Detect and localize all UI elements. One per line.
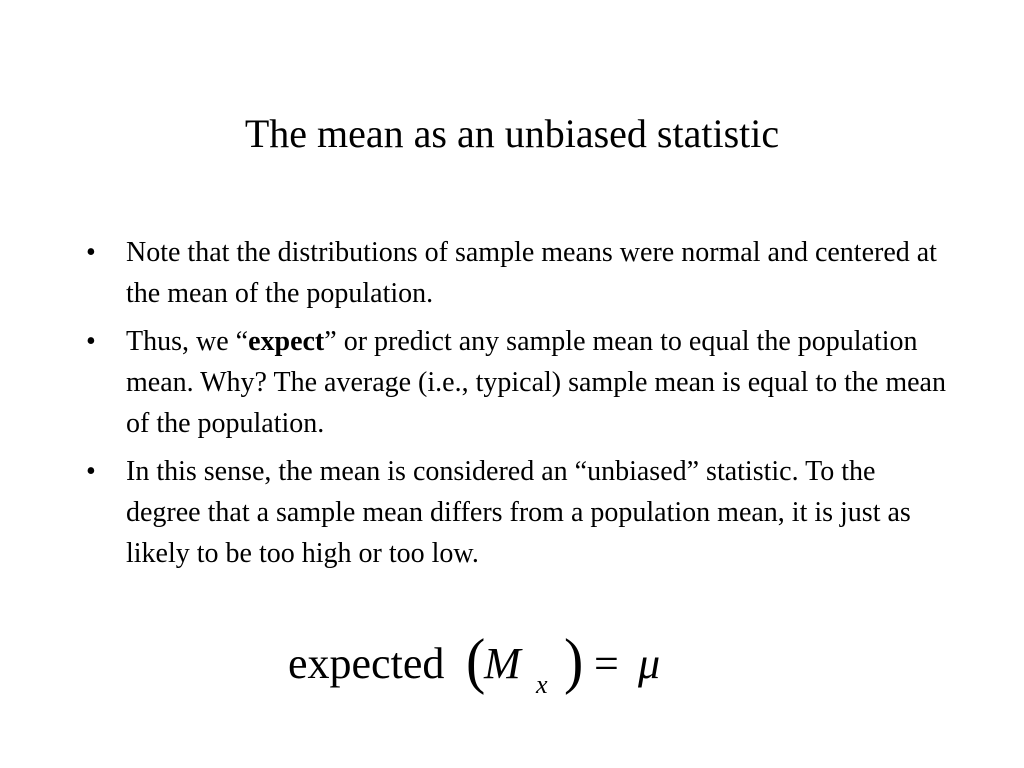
equation-word: expected <box>288 639 445 688</box>
equation-mu: μ <box>638 639 661 688</box>
bullet-text-before: Thus, we “ <box>126 326 249 357</box>
bullet-item-unbiased <box>84 451 954 574</box>
bullet-marker: • <box>86 456 96 487</box>
bullet-item-expect <box>84 321 954 444</box>
bullet-marker: • <box>86 326 96 357</box>
equation-variable: M <box>484 639 521 688</box>
bullet-text: Note that the distributions of sample means were normal and centered at the mean of the population. <box>126 237 937 309</box>
equation-subscript: x <box>536 670 548 699</box>
bullet-bold-expect: expect <box>248 326 325 357</box>
bullet-text-after: ” or predict any sample mean to equal the population mean. Why? The average (i.e., typical) sample mean is equal to the mean of the population. <box>126 326 946 439</box>
bullet-item-distributions <box>84 232 954 314</box>
equation-equals: = <box>594 639 619 688</box>
equation-left-paren: ( <box>466 625 486 696</box>
bullet-text: In this sense, the mean is considered an “unbiased” statistic. To the degree that a sample mean differs from a population mean, it is just as likely to be too high or too low. <box>126 456 911 569</box>
equation-right-paren: ) <box>564 625 584 696</box>
bullet-list <box>84 232 954 581</box>
bullet-marker: • <box>86 237 96 268</box>
slide-title: The mean as an unbiased statistic <box>244 111 780 156</box>
